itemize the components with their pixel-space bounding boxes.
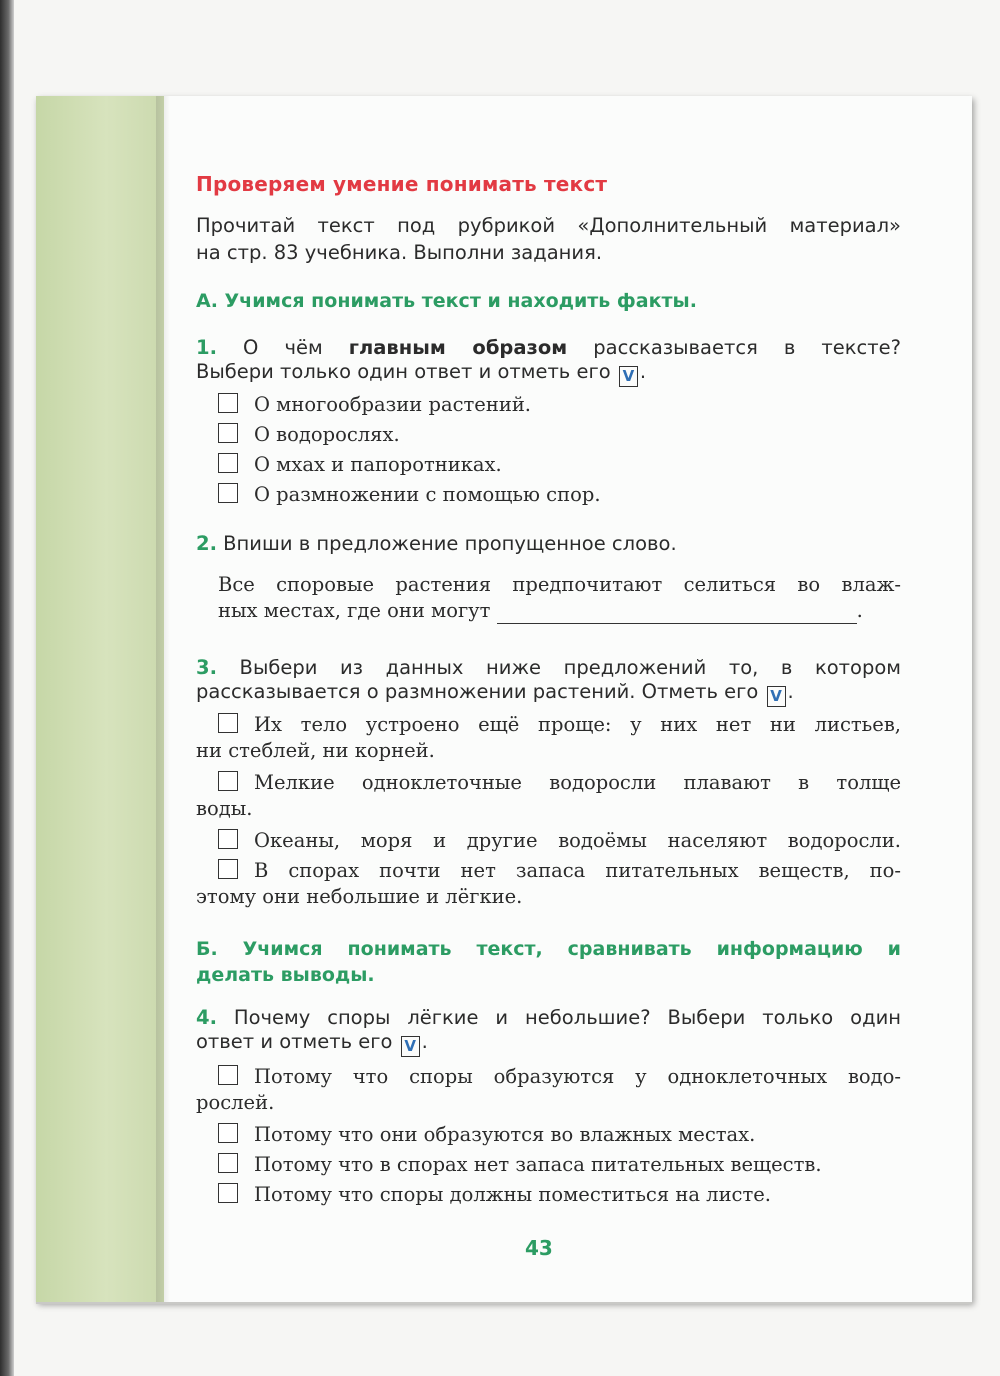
page-number: 43 xyxy=(525,1236,553,1260)
option-line-1: Потому что споры образуются у одноклеточных водо- xyxy=(254,1065,901,1088)
question-2-number: 2. xyxy=(196,532,217,555)
page-title: Проверяем умение понимать текст xyxy=(196,172,608,196)
option-4-2[interactable] xyxy=(196,1122,901,1148)
option-line-1: Потому что споры должны поместиться на листе. xyxy=(254,1183,772,1206)
question-4-number: 4. xyxy=(196,1006,217,1029)
checkbox[interactable] xyxy=(218,423,238,443)
option-label: О размножении с помощью спор. xyxy=(254,483,601,506)
section-b-heading xyxy=(196,936,901,988)
option-line-2: воды. xyxy=(196,797,253,820)
option-label: О водорослях. xyxy=(254,423,400,446)
question-4-end: . xyxy=(421,1030,428,1053)
checkbox[interactable] xyxy=(218,859,238,879)
option-1-4[interactable] xyxy=(218,480,601,510)
question-1-line-2 xyxy=(196,360,646,383)
option-line-1: Мелкие одноклеточные водоросли плавают в толще xyxy=(254,771,901,794)
question-3-end: . xyxy=(787,680,794,703)
section-a-heading: А. Учимся понимать текст и находить факты. xyxy=(196,290,697,312)
option-1-1[interactable] xyxy=(218,390,601,420)
sentence-line-2: ных местах, где они могут xyxy=(218,599,491,622)
question-3-line-2 xyxy=(196,680,794,703)
strip-shadow xyxy=(156,96,170,1302)
question-1-text-b: рассказывается в тексте? xyxy=(567,336,901,359)
checkbox[interactable] xyxy=(218,1183,238,1203)
section-b-line-2: делать выводы. xyxy=(196,964,375,986)
answer-blank[interactable] xyxy=(497,605,857,624)
checkbox[interactable] xyxy=(218,1153,238,1173)
option-line-1: В спорах почти нет запаса питательных веществ, по- xyxy=(254,859,901,882)
option-3-3[interactable] xyxy=(196,828,901,854)
option-line-2: ни стеблей, ни корней. xyxy=(196,739,435,762)
option-label: О многообразии растений. xyxy=(254,393,532,416)
checkbox[interactable] xyxy=(218,771,238,791)
option-line-1: Их тело устроено ещё проще: у них нет ни листьев, xyxy=(254,713,901,736)
option-4-1[interactable] xyxy=(196,1064,901,1116)
question-2-text: Впиши в предложение пропущенное слово. xyxy=(216,532,677,555)
option-line-2: этому они небольшие и лёгкие. xyxy=(196,885,523,908)
intro-line-2: на стр. 83 учебника. Выполни задания. xyxy=(196,241,603,264)
question-4-instruction: ответ и отметь его xyxy=(196,1030,393,1053)
question-1-options xyxy=(218,390,601,510)
option-3-2[interactable] xyxy=(196,770,901,822)
question-1-text-a: О чём xyxy=(216,336,349,359)
option-line-1: Потому что они образуются во влажных местах. xyxy=(254,1123,756,1146)
option-1-3[interactable] xyxy=(218,450,601,480)
option-3-1[interactable] xyxy=(196,712,901,764)
question-3-text: Выбери из данных ниже предложений то, в котором xyxy=(216,656,901,679)
question-1-line-1 xyxy=(196,336,901,360)
option-line-1: Потому что в спорах нет запаса питательных веществ. xyxy=(254,1153,822,1176)
option-line-2: рослей. xyxy=(196,1091,275,1114)
question-2-sentence xyxy=(218,572,901,624)
checkmark-sample-icon: V xyxy=(401,1036,420,1057)
section-b-line-1: Б. Учимся понимать текст, сравнивать информацию и xyxy=(196,938,901,960)
intro-line-1: Прочитай текст под рубрикой «Дополнительный материал» xyxy=(196,214,901,237)
scan-edge xyxy=(0,0,14,1376)
checkbox[interactable] xyxy=(218,1065,238,1085)
question-3-line-1 xyxy=(196,656,901,680)
checkbox[interactable] xyxy=(218,483,238,503)
checkbox[interactable] xyxy=(218,393,238,413)
checkmark-sample-icon: V xyxy=(619,366,638,387)
question-4-line-1 xyxy=(196,1006,901,1030)
option-3-4[interactable] xyxy=(196,858,901,910)
sentence-line-1: Все споровые растения предпочитают селиться во влаж- xyxy=(218,573,901,596)
question-3 xyxy=(196,656,901,707)
question-2 xyxy=(196,532,901,556)
question-1-bold: главным образом xyxy=(348,336,568,359)
question-4 xyxy=(196,1006,901,1057)
question-3-options xyxy=(196,712,901,910)
checkbox[interactable] xyxy=(218,829,238,849)
checkbox[interactable] xyxy=(218,713,238,733)
option-4-4[interactable] xyxy=(196,1182,901,1208)
question-1-number: 1. xyxy=(196,336,217,359)
checkbox[interactable] xyxy=(218,1123,238,1143)
question-4-text: Почему споры лёгкие и небольшие? Выбери только один xyxy=(216,1006,901,1029)
question-1 xyxy=(196,336,901,387)
sentence-end: . xyxy=(856,599,863,622)
checkmark-sample-icon: V xyxy=(767,686,786,707)
green-margin-strip xyxy=(36,96,164,1302)
option-label: О мхах и папоротниках. xyxy=(254,453,502,476)
question-1-instruction: Выбери только один ответ и отметь его xyxy=(196,360,611,383)
intro-text xyxy=(196,212,901,266)
option-1-2[interactable] xyxy=(218,420,601,450)
question-3-number: 3. xyxy=(196,656,217,679)
checkbox[interactable] xyxy=(218,453,238,473)
question-3-instruction: рассказывается о размножении растений. Отметь его xyxy=(196,680,759,703)
question-1-end: . xyxy=(639,360,647,383)
question-4-line-2 xyxy=(196,1030,428,1053)
question-4-options xyxy=(196,1064,901,1208)
option-line-1: Океаны, моря и другие водоёмы населяют водоросли. xyxy=(254,829,901,852)
option-4-3[interactable] xyxy=(196,1152,901,1178)
